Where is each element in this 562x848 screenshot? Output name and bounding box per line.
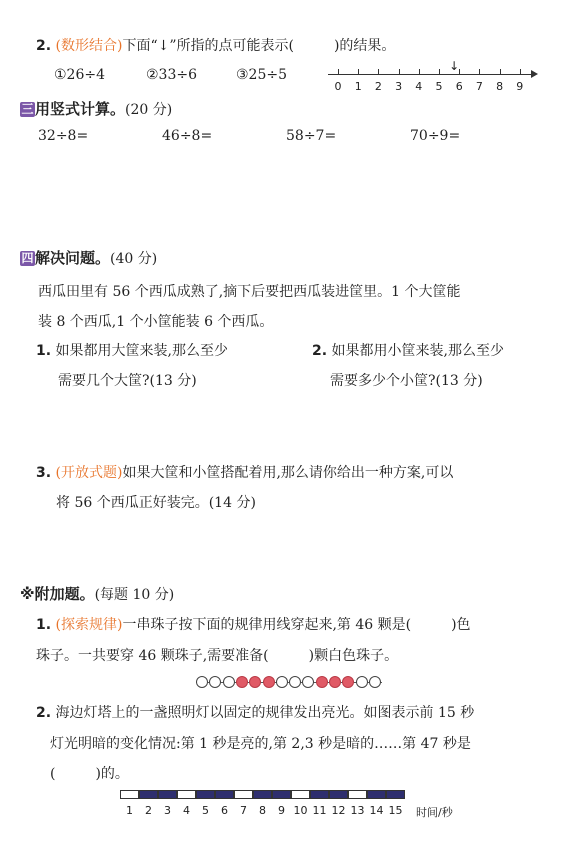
number-line-tick: [399, 69, 400, 75]
timeline-second-3-dark: [158, 790, 177, 799]
extra-q2-line-1: [36, 702, 474, 722]
red-bead: [329, 676, 341, 688]
timeline-label: 2: [145, 804, 152, 817]
q2-top-tag: (数形结合): [55, 38, 123, 54]
extra-q2-text-2: 灯光明暗的变化情况:第 1 秒是亮的,第 2,3 秒是暗的……第 47 秒是: [50, 736, 471, 752]
timeline-label: 7: [240, 804, 247, 817]
number-line-label: 0: [334, 80, 342, 93]
section-4-intro-line-1: 西瓜田里有 56 个西瓜成熟了,摘下后要把西瓜装进筐里。1 个大筐能: [38, 284, 461, 300]
timeline-label: 5: [202, 804, 209, 817]
timeline-second-8-dark: [253, 790, 272, 799]
problem-2-text-2: 需要多少个小筐?(13 分): [330, 373, 483, 389]
section-3-badge: 三: [21, 102, 34, 116]
timeline-second-13-light: [348, 790, 367, 799]
white-bead: [276, 676, 288, 688]
extra-q1-number: 1.: [36, 617, 52, 633]
number-line-label: 2: [374, 80, 382, 93]
timeline-second-2-dark: [139, 790, 158, 799]
light-timeline: [120, 790, 540, 820]
number-line-arrowhead: [531, 70, 538, 78]
number-line-tick: [358, 69, 359, 75]
calc-problem-4: 70÷9=: [410, 128, 461, 144]
number-line-tick: [419, 69, 420, 75]
q2-top-option-2: ②33÷6: [146, 67, 198, 83]
section-4-badge: 四: [21, 251, 34, 265]
number-line-label: 9: [516, 80, 524, 93]
red-bead: [249, 676, 261, 688]
extra-heading: [20, 583, 174, 604]
extra-q1-text-2: 珠子。一共要穿 46 颗珠子,需要准备(: [36, 648, 269, 664]
problem-1-number: 1.: [36, 343, 52, 359]
number-line-label: 1: [354, 80, 362, 93]
extra-q2-text-1: 海边灯塔上的一盏照明灯以固定的规律发出亮光。如图表示前 15 秒: [55, 705, 475, 721]
number-line-tick: [500, 69, 501, 75]
q2-top-line: [36, 35, 395, 55]
problem-2-line-1: [312, 340, 504, 360]
number-line-tick: [378, 69, 379, 75]
timeline-label: 13: [350, 804, 365, 817]
timeline-label: 14: [369, 804, 384, 817]
number-line-label: 6: [455, 80, 463, 93]
timeline-label: 15: [388, 804, 403, 817]
timeline-second-9-dark: [272, 790, 291, 799]
section-4-score: (40 分): [110, 251, 158, 267]
white-bead: [223, 676, 235, 688]
problem-1-text-1: 如果都用大筐来装,那么至少: [55, 343, 228, 359]
extra-q1-line-1: [36, 614, 471, 634]
timeline-label: 10: [293, 804, 308, 817]
problem-3-line-1: [36, 462, 453, 482]
problem-3-number: 3.: [36, 465, 52, 481]
timeline-label: 11: [312, 804, 327, 817]
timeline-second-7-light: [234, 790, 253, 799]
number-line-label: 4: [415, 80, 423, 93]
number-line-tick: [459, 69, 460, 75]
red-bead: [236, 676, 248, 688]
section-4-title: 解决问题。: [35, 249, 111, 267]
white-bead: [302, 676, 314, 688]
red-bead: [342, 676, 354, 688]
number-line-label: 3: [395, 80, 403, 93]
number-line-label: 8: [496, 80, 504, 93]
white-bead: [356, 676, 368, 688]
section-4-heading: [20, 247, 157, 268]
timeline-second-14-dark: [367, 790, 386, 799]
extra-q1-tag: (探索规律): [55, 617, 123, 633]
problem-1-line-1: [36, 340, 228, 360]
extra-q2-text-3: (: [50, 766, 56, 782]
extra-q2-text-3-end: )的。: [95, 766, 129, 782]
timeline-second-11-dark: [310, 790, 329, 799]
timeline-label: 3: [164, 804, 171, 817]
section-3-heading: [20, 98, 172, 119]
timeline-second-12-dark: [329, 790, 348, 799]
problem-2-number: 2.: [312, 343, 328, 359]
timeline-label: 4: [183, 804, 190, 817]
white-bead: [289, 676, 301, 688]
number-line-tick: [479, 69, 480, 75]
problem-3-text-1: 如果大筐和小筐搭配着用,那么请你给出一种方案,可以: [122, 465, 454, 481]
timeline-label: 8: [259, 804, 266, 817]
bead-string: [196, 676, 386, 690]
number-line-label: 5: [435, 80, 443, 93]
extra-q1-text-2-end: )颗白色珠子。: [308, 648, 399, 664]
timeline-second-5-dark: [196, 790, 215, 799]
extra-title: ※附加题。: [20, 585, 95, 603]
timeline-second-15-dark: [386, 790, 405, 799]
number-line: [328, 59, 540, 96]
section-4-intro-line-2: 装 8 个西瓜,1 个小筐能装 6 个西瓜。: [38, 314, 274, 330]
extra-q1-line-2: [36, 645, 398, 665]
section-3-score: (20 分): [125, 102, 173, 118]
timeline-second-4-light: [177, 790, 196, 799]
problem-1-text-2: 需要几个大筐?(13 分): [58, 373, 197, 389]
white-bead: [369, 676, 381, 688]
white-bead: [209, 676, 221, 688]
problem-2-text-1: 如果都用小筐来装,那么至少: [331, 343, 504, 359]
extra-q2-line-3: [50, 763, 129, 783]
timeline-second-10-light: [291, 790, 310, 799]
white-bead: [196, 676, 208, 688]
timeline-label: 12: [331, 804, 346, 817]
problem-3-tag: (开放式题): [55, 465, 123, 481]
timeline-label: 6: [221, 804, 228, 817]
section-3-title: 用竖式计算。: [35, 100, 126, 118]
red-bead: [316, 676, 328, 688]
calc-problem-3: 58÷7=: [286, 128, 337, 144]
q2-top-text: 下面“↓”所指的点可能表示(: [122, 38, 294, 54]
red-bead: [263, 676, 275, 688]
calc-problem-1: 32÷8=: [38, 128, 89, 144]
extra-q1-text-1-end: )色: [451, 617, 471, 633]
problem-3-text-2: 将 56 个西瓜正好装完。(14 分): [56, 495, 256, 511]
q2-top-option-3: ③25÷5: [236, 67, 288, 83]
extra-q1-text-1: 一串珠子按下面的规律用线穿起来,第 46 颗是(: [122, 617, 412, 633]
number-line-tick: [520, 69, 521, 75]
timeline-unit: 时间/秒: [416, 806, 453, 819]
timeline-second-1-light: [120, 790, 139, 799]
down-arrow-icon: ↓: [449, 59, 460, 73]
number-line-label: 7: [475, 80, 483, 93]
number-line-tick: [439, 69, 440, 75]
q2-top-number: 2.: [36, 38, 52, 54]
extra-q2-number: 2.: [36, 705, 52, 721]
timeline-label: 9: [278, 804, 285, 817]
number-line-tick: [338, 69, 339, 75]
timeline-label: 1: [126, 804, 133, 817]
q2-top-option-1: ①26÷4: [54, 67, 106, 83]
timeline-second-6-dark: [215, 790, 234, 799]
extra-score: (每题 10 分): [94, 587, 175, 603]
q2-top-text-end: )的结果。: [333, 38, 396, 54]
calc-problem-2: 46÷8=: [162, 128, 213, 144]
